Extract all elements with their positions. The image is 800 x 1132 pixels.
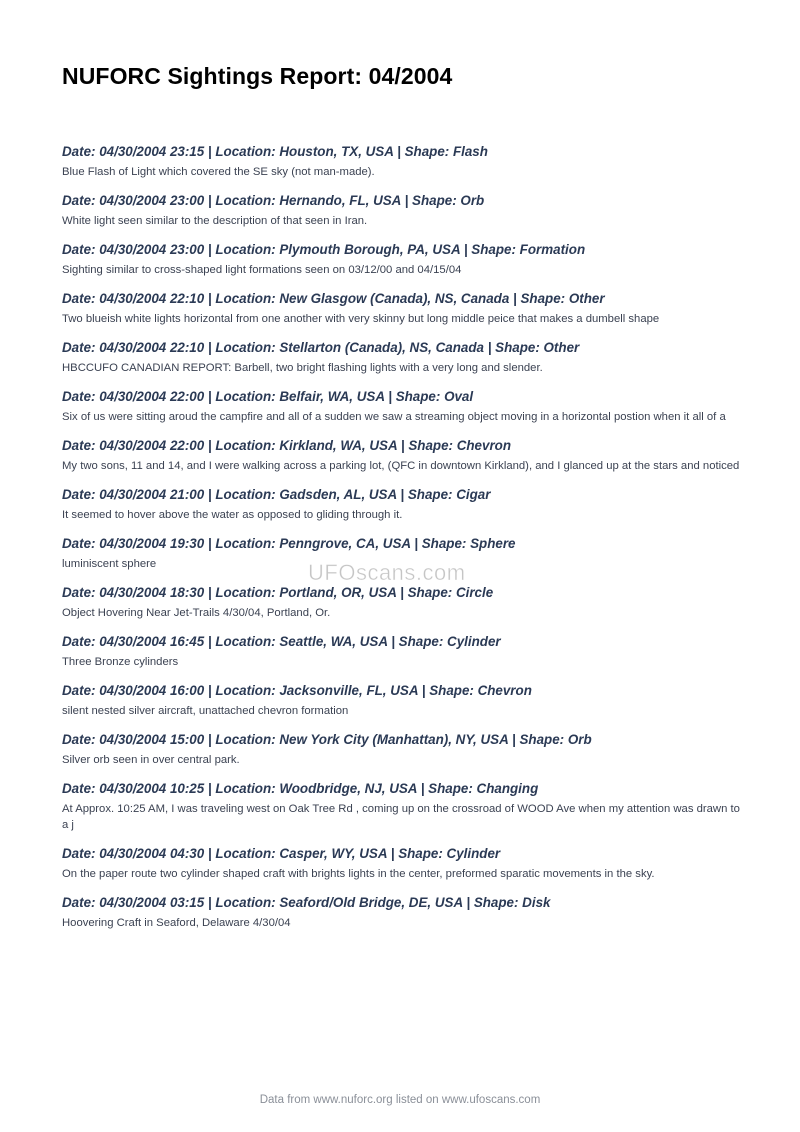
sighting-entry (62, 780, 742, 833)
sighting-entry (62, 241, 742, 278)
sighting-header: Date: 04/30/2004 21:00 | Location: Gadsden, AL, USA | Shape: Cigar (62, 487, 491, 502)
sighting-header: Date: 04/30/2004 04:30 | Location: Casper, WY, USA | Shape: Cylinder (62, 846, 501, 861)
sighting-description: Hoovering Craft in Seaford, Delaware 4/30/04 (62, 917, 291, 929)
sighting-description: Three Bronze cylinders (62, 656, 179, 668)
sighting-entry (62, 584, 742, 621)
sighting-entry (62, 290, 742, 327)
sighting-header: Date: 04/30/2004 10:25 | Location: Woodbridge, NJ, USA | Shape: Changing (62, 781, 539, 796)
sighting-entry (62, 192, 742, 229)
sighting-description: silent nested silver aircraft, unattached chevron formation (62, 705, 349, 717)
sighting-entry (62, 845, 742, 882)
page-title: NUFORC Sightings Report: 04/2004 (62, 63, 453, 89)
sighting-header: Date: 04/30/2004 22:00 | Location: Kirkland, WA, USA | Shape: Chevron (62, 438, 512, 453)
sighting-entry (62, 388, 742, 425)
sighting-description: Silver orb seen in over central park. (62, 754, 240, 766)
sightings-list (62, 143, 742, 943)
sighting-header: Date: 04/30/2004 23:00 | Location: Hernando, FL, USA | Shape: Orb (62, 193, 485, 208)
sighting-description: On the paper route two cylinder shaped craft with brights lights in the center, preformed sparatic movements in the sky. (62, 868, 655, 880)
sighting-entry (62, 143, 742, 180)
sighting-entry (62, 633, 742, 670)
sighting-header: Date: 04/30/2004 23:15 | Location: Houston, TX, USA | Shape: Flash (62, 144, 488, 159)
sighting-header: Date: 04/30/2004 03:15 | Location: Seaford/Old Bridge, DE, USA | Shape: Disk (62, 895, 551, 910)
sighting-description: My two sons, 11 and 14, and I were walking across a parking lot, (QFC in downtown Kirkland), and I glanced up at the stars and noticed (62, 460, 740, 472)
sighting-description: luminiscent sphere (62, 558, 157, 570)
sighting-header: Date: 04/30/2004 22:10 | Location: New Glasgow (Canada), NS, Canada | Shape: Other (62, 291, 605, 306)
sighting-header: Date: 04/30/2004 15:00 | Location: New York City (Manhattan), NY, USA | Shape: Orb (62, 732, 592, 747)
sighting-header: Date: 04/30/2004 22:00 | Location: Belfair, WA, USA | Shape: Oval (62, 389, 474, 404)
sighting-entry (62, 731, 742, 768)
sighting-description: It seemed to hover above the water as opposed to gliding through it. (62, 509, 403, 521)
sighting-header: Date: 04/30/2004 18:30 | Location: Portland, OR, USA | Shape: Circle (62, 585, 494, 600)
sighting-entry (62, 437, 742, 474)
sighting-entry (62, 682, 742, 719)
sighting-header: Date: 04/30/2004 16:00 | Location: Jacksonville, FL, USA | Shape: Chevron (62, 683, 532, 698)
sighting-entry (62, 339, 742, 376)
sighting-header: Date: 04/30/2004 22:10 | Location: Stellarton (Canada), NS, Canada | Shape: Other (62, 340, 580, 355)
sighting-description: Six of us were sitting aroud the campfire and all of a sudden we saw a streaming object moving in a horizontal postion when it all of a (62, 411, 726, 423)
watermark: UFOscans.com (308, 560, 466, 585)
sighting-header: Date: 04/30/2004 19:30 | Location: Penngrove, CA, USA | Shape: Sphere (62, 536, 516, 551)
sighting-description: Two blueish white lights horizontal from one another with very skinny but long middle peice that makes a dumbell shape (62, 313, 660, 325)
sighting-description: At Approx. 10:25 AM, I was traveling west on Oak Tree Rd , coming up on the crossroad of WOOD Ave when my attention was drawn to a j (62, 803, 740, 831)
sighting-description: HBCCUFO CANADIAN REPORT: Barbell, two bright flashing lights with a very long and slender. (62, 362, 543, 374)
sighting-header: Date: 04/30/2004 16:45 | Location: Seattle, WA, USA | Shape: Cylinder (62, 634, 501, 649)
sighting-entry (62, 486, 742, 523)
sighting-header: Date: 04/30/2004 23:00 | Location: Plymouth Borough, PA, USA | Shape: Formation (62, 242, 586, 257)
sighting-description: White light seen similar to the description of that seen in Iran. (62, 215, 368, 227)
sighting-description: Object Hovering Near Jet-Trails 4/30/04, Portland, Or. (62, 607, 331, 619)
footer-note: Data from www.nuforc.org listed on www.ufoscans.com (259, 1094, 541, 1106)
sighting-entry (62, 894, 742, 931)
sighting-entry (62, 535, 742, 572)
sighting-description: Sighting similar to cross-shaped light formations seen on 03/12/00 and 04/15/04 (62, 264, 462, 276)
sighting-description: Blue Flash of Light which covered the SE sky (not man-made). (62, 166, 375, 178)
